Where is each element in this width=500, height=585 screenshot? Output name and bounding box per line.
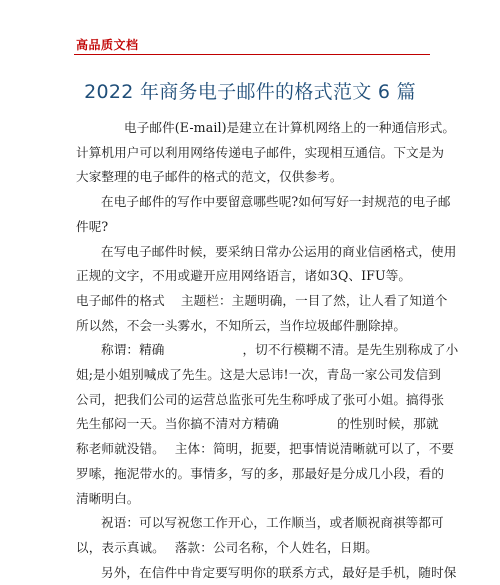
paragraph-line: 称老师就没错。 主体：简明，扼要，把事情说清晰就可以了，不要 [76, 441, 455, 457]
paragraph-line: 公司，把我们公司的运营总监张可先生称呼成了张可小姐。搞得张 [76, 391, 445, 407]
document-title: 2022 年商务电子邮件的格式范文 6 篇 [84, 81, 416, 103]
header-divider [74, 54, 430, 55]
paragraph-line: 电子邮件(E-mail)是建立在计算机网络上的一种通信形式。 [124, 120, 456, 135]
paragraph-line: 所以然，不会一头雾水，不知所云，当作垃圾邮件删除掉。 [76, 317, 407, 333]
paragraph-line: 大家整理的电子邮件的格式的范文，仅供参考。 [76, 169, 343, 185]
paragraph-line: 件呢? [76, 218, 109, 234]
paragraph-line: 在电子邮件的写作中要留意哪些呢?如何写好一封规范的电子邮 [101, 194, 451, 210]
paragraph-line: 电子邮件的格式 主题栏：主题明确，一目了然，让人看了知道个 [76, 292, 448, 308]
paragraph-line: 姐;是小姐别喊成了先生。这是大忌讳!一次，青岛一家公司发信到 [76, 367, 441, 383]
paragraph-line: 在写电子邮件时候，要采纳日常办公运用的商业信函格式，使用 [101, 243, 457, 259]
paragraph-line: 祝语：可以写祝您工作开心，工作顺当，或者顺祝商祺等都可 [101, 515, 444, 531]
header-label: 高品质文档 [76, 38, 139, 52]
paragraph-line: 先生郁闷一天。当你搞不清对方精确 的性别时候，那就 [76, 416, 439, 432]
document-body [76, 116, 459, 585]
paragraph-line: 罗嗦，拖泥带水的。事情多，写的多，那最好是分成几小段，看的 [76, 465, 445, 481]
paragraph-line: 称谓：精确 ，切不行模糊不清。是先生别称成了小 [101, 342, 459, 358]
paragraph-line: 清晰明白。 [76, 490, 140, 506]
paragraph-line: 计算机用户可以利用网络传递电子邮件，实现相互通信。下文是为 [76, 144, 445, 160]
paragraph-line: 正规的文字，不用或避开应用网络语言，诸如3Q、IFU等。 [76, 268, 412, 284]
paragraph-line: 另外，在信件中肯定要写明你的联系方式，最好是手机，随时保 [101, 564, 457, 580]
paragraph-line: 以，表示真诚。 落款：公司名称，个人姓名，日期。 [76, 539, 378, 555]
